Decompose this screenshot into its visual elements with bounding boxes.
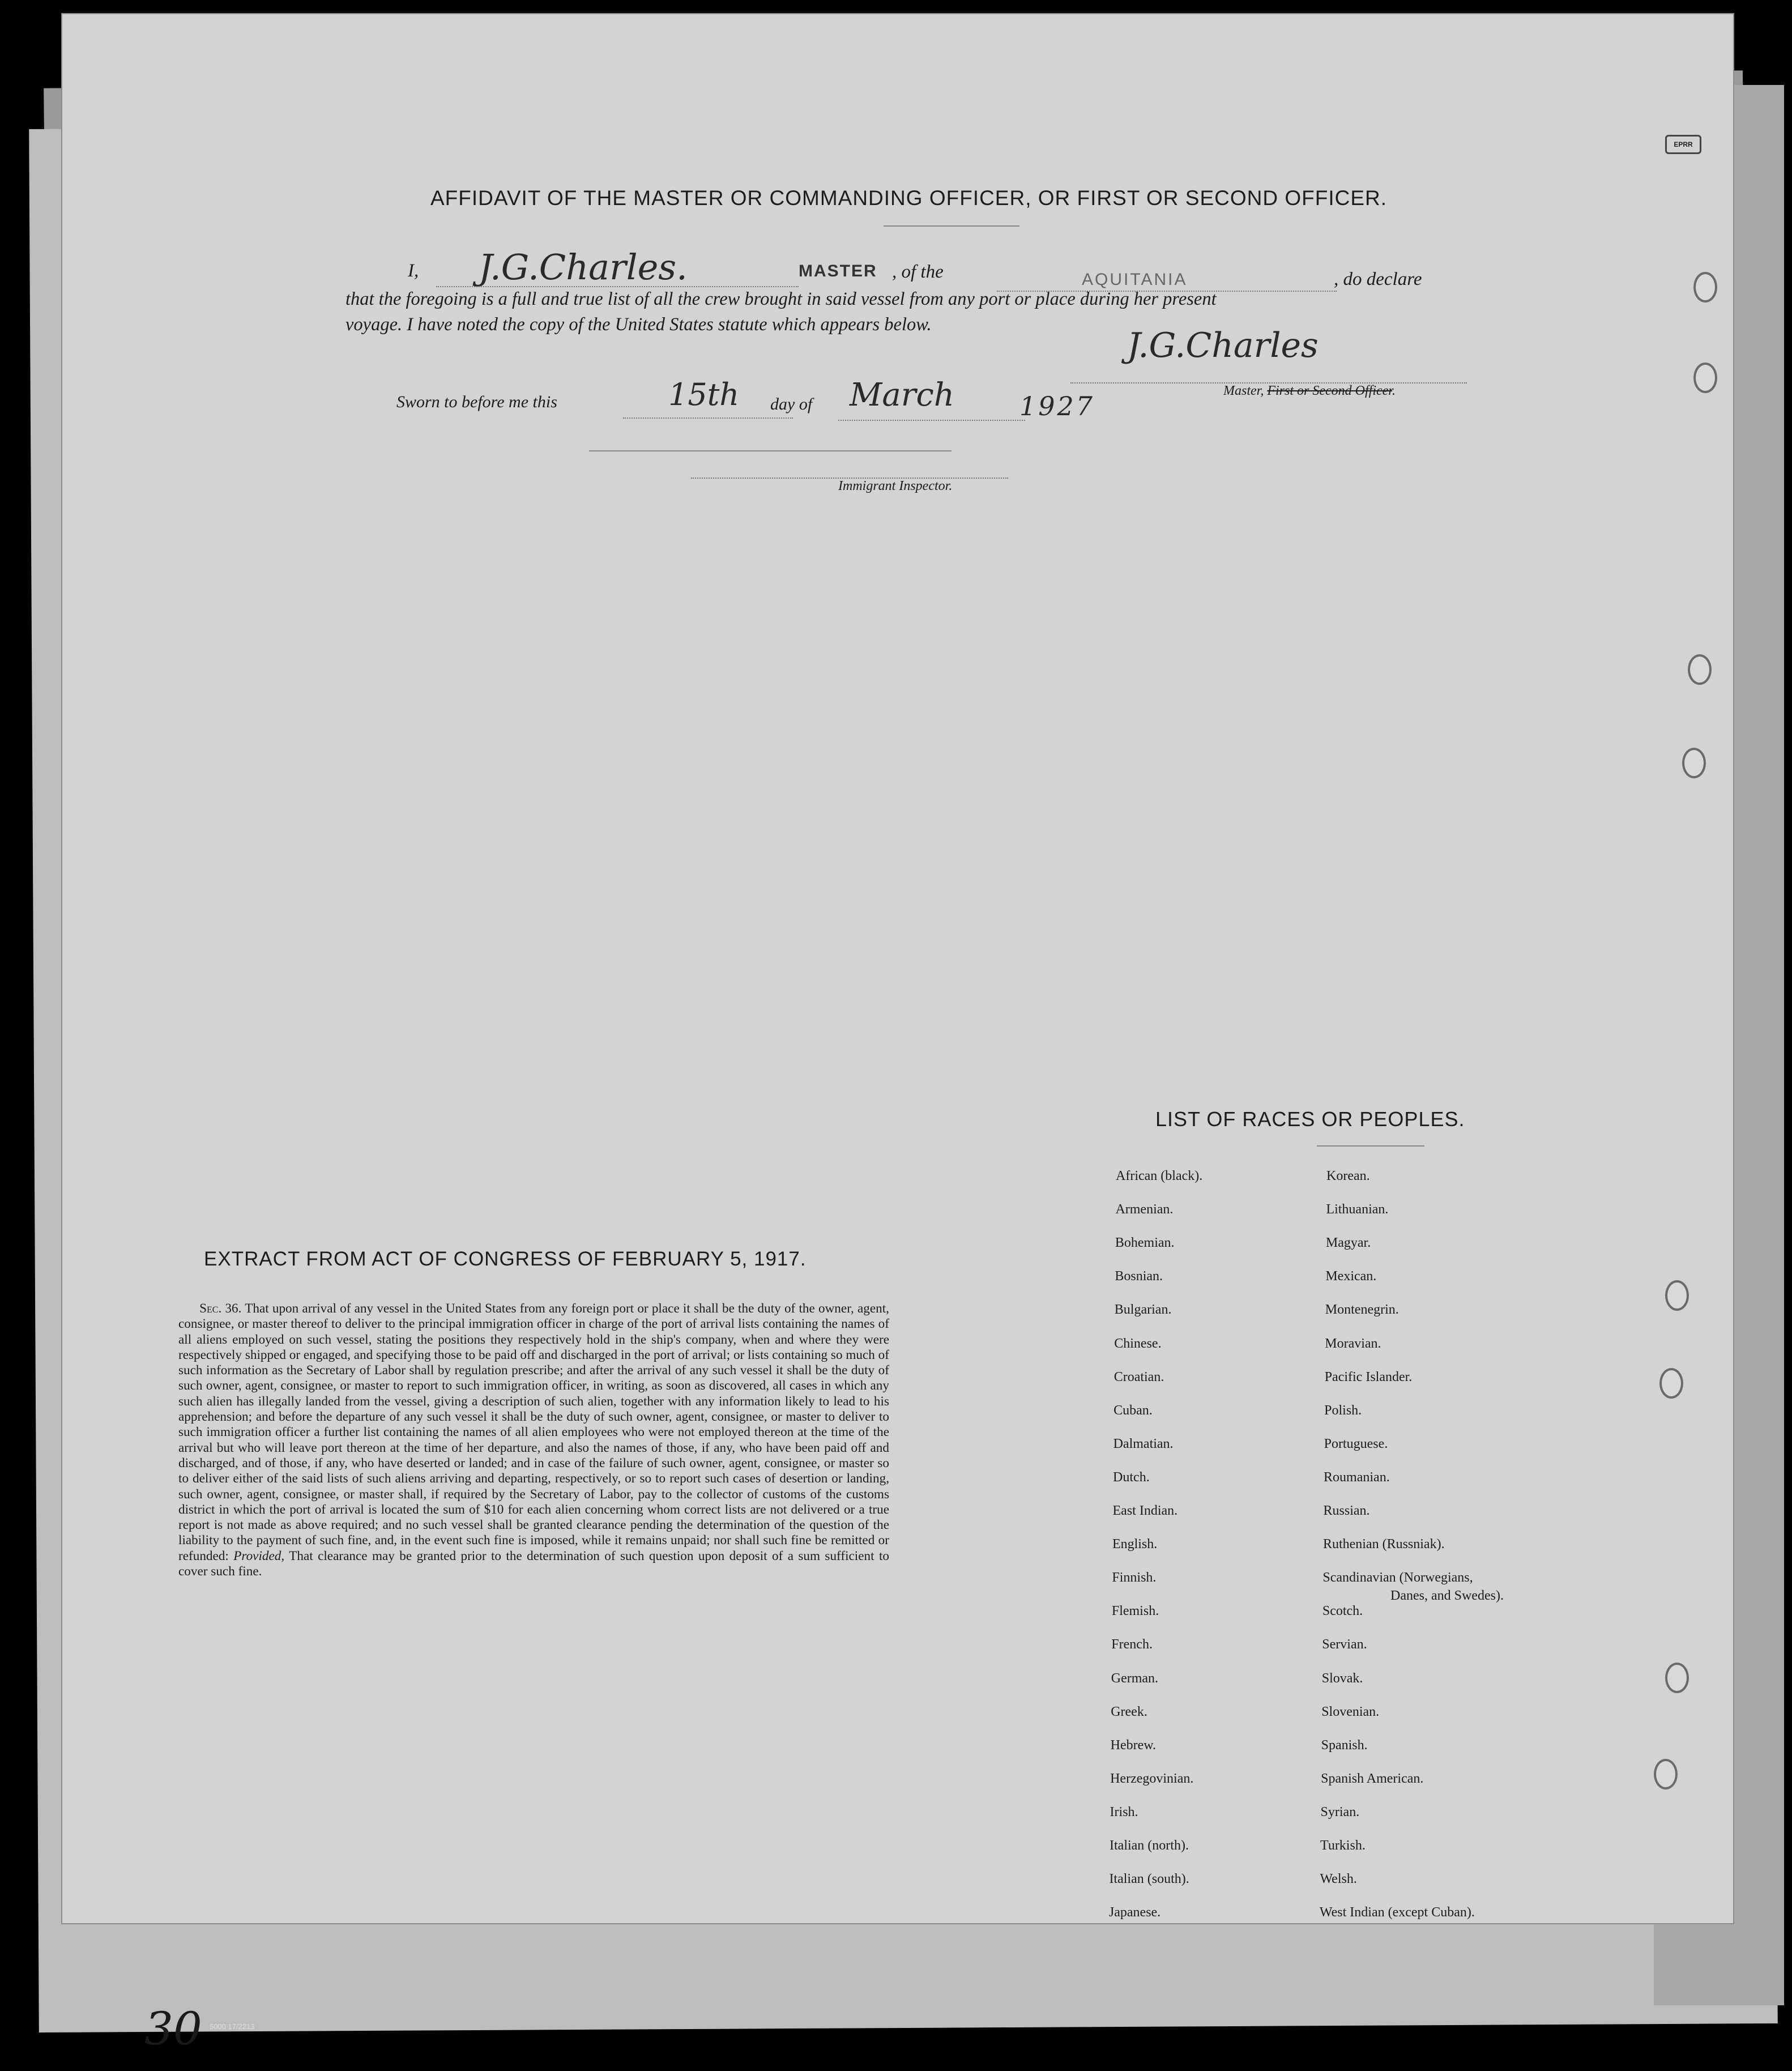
race-item: West Indian (except Cuban). xyxy=(1319,1905,1475,1920)
race-item: Pacific Islander. xyxy=(1324,1369,1413,1384)
sworn-month: March xyxy=(850,377,954,414)
extract-title: EXTRACT FROM ACT OF CONGRESS OF FEBRUARY 5, 1917. xyxy=(204,1248,807,1270)
race-item: Greek. xyxy=(1111,1704,1147,1719)
punch-hole xyxy=(1688,654,1712,685)
punch-hole xyxy=(1654,1759,1678,1789)
sec-label: Sec. 36. xyxy=(199,1301,242,1316)
races-title-rule xyxy=(1317,1145,1424,1147)
master-signature: J.G.Charles. xyxy=(479,246,688,288)
page-number-handwritten: 30 xyxy=(144,2002,202,2055)
of-the-text: , of the xyxy=(892,262,944,282)
race-item: Bulgarian. xyxy=(1114,1302,1172,1318)
race-item: Montenegrin. xyxy=(1325,1302,1399,1318)
race-item: Spanish American. xyxy=(1321,1771,1424,1786)
title-rule xyxy=(884,225,1019,227)
race-item: Roumanian. xyxy=(1324,1469,1390,1485)
do-declare-text: , do declare xyxy=(1334,269,1422,289)
race-item: Welsh. xyxy=(1320,1872,1357,1887)
master-label: MASTER xyxy=(799,262,877,280)
race-item: German. xyxy=(1111,1671,1159,1686)
race-item: Slovenian. xyxy=(1321,1704,1380,1719)
sworn-year: 1927 xyxy=(1019,391,1095,421)
race-item: Dutch. xyxy=(1113,1469,1150,1485)
month-line xyxy=(838,420,1025,421)
race-continuation: Danes, and Swedes). xyxy=(1390,1588,1504,1603)
race-item: Magyar. xyxy=(1325,1235,1371,1251)
race-item: Turkish. xyxy=(1320,1838,1366,1853)
race-item: African (black). xyxy=(1116,1169,1203,1183)
race-item: Armenian. xyxy=(1115,1202,1174,1217)
punch-hole xyxy=(1693,272,1717,302)
race-item: Spanish. xyxy=(1321,1737,1368,1753)
sec-body: That upon arrival of any vessel in the United States from any foreign port or place it shall be the duty of the owner, agent, consignee, or master thereof to deliver to the principal immigration officer in charge of the port of arrival lists containing the names of all aliens employed on such vessel, stating the positions they respectively hold in the ship's company, when and where they were respectively shipped or engaged, and specifying those to be paid off and discharged in the port of arrival; or lists containing so much of such information as the Secretary of Labor shall by regulation prescribe; and after the arrival of any such vessel it shall be the duty of such owner, agent, consignee, or master to report to such immigration officer, in writing, as soon as discovered, all cases in which any such alien has illegally landed from the vessel, giving a description of such alien, together with any information likely to lead to his apprehension; and before the departure of any such vessel it shall be the duty of such owner, agent, consignee, or master to deliver to such immigration officer a further list containing the names of all alien employees who were not employed thereon at the time of the arrival but who will leave port thereon at the time of her departure, and also the names of those, if any, who have been paid off and discharged, and of those, if any, who have deserted or landed; and in case of the failure of such owner, agent, consignee, or master so to deliver either of the said lists of such aliens arriving and departing, respectively, or so to report such cases of desertion or landing, such owner, agent, consignee, or master shall, if required by the Secretary of Labor, pay to the collector of customs of the customs district in which the port of arrival is located the sum of $10 for each alien concerning whom correct lists are not delivered or a true report is not made as above required; and no such vessel shall be granted clearance pending the determination of the question of the liability to the payment of such fine, and, in the event such fine is imposed, while it remains unpaid; nor shall such fine be remitted or refunded: xyxy=(178,1301,889,1563)
race-item: Croatian. xyxy=(1113,1369,1164,1384)
form-code: 5000 17/2213 xyxy=(210,2022,255,2031)
master-caption: Master, First or Second Officer. xyxy=(1223,383,1396,398)
race-item: Polish. xyxy=(1324,1403,1362,1418)
race-item: Italian (north). xyxy=(1110,1838,1189,1853)
inspector-sign-line xyxy=(589,450,952,451)
race-item: Finnish. xyxy=(1112,1570,1157,1586)
race-item: Herzegovinian. xyxy=(1110,1771,1194,1786)
vessel-name: AQUITANIA xyxy=(1082,270,1188,289)
race-item: Mexican. xyxy=(1325,1269,1377,1284)
race-item: Slovak. xyxy=(1321,1671,1363,1686)
document-page xyxy=(62,14,1733,1923)
race-item: English. xyxy=(1112,1537,1158,1552)
race-item: Italian (south). xyxy=(1109,1872,1189,1887)
provided-word: Provided, xyxy=(233,1548,285,1563)
race-item: Chinese. xyxy=(1114,1336,1162,1351)
punch-hole xyxy=(1682,748,1706,778)
inspector-caption: Immigrant Inspector. xyxy=(838,479,953,493)
race-item: French. xyxy=(1111,1637,1153,1652)
race-item: Ruthenian (Russniak). xyxy=(1322,1537,1445,1552)
race-item: Japanese. xyxy=(1108,1905,1161,1920)
punch-hole xyxy=(1693,363,1717,393)
race-item: Flemish. xyxy=(1111,1604,1159,1619)
master-signature-2: J.G.Charles xyxy=(1127,326,1319,365)
day-of-text: day of xyxy=(770,395,813,414)
race-item: Cuban. xyxy=(1113,1403,1153,1418)
punch-hole xyxy=(1659,1368,1683,1399)
signature-line xyxy=(436,286,799,287)
affidavit-i: I, xyxy=(408,261,419,281)
race-item: Scotch. xyxy=(1322,1604,1363,1619)
race-item: Moravian. xyxy=(1325,1336,1381,1351)
day-line xyxy=(623,417,793,419)
affidavit-line-2: that the foregoing is a full and true list of all the crew brought in said vessel from any port or place during her present xyxy=(345,289,1217,309)
races-title: LIST OF RACES OR PEOPLES. xyxy=(1155,1107,1465,1131)
affidavit-line-3: voyage. I have noted the copy of the United States statute which appears below. xyxy=(345,314,932,335)
race-item: Scandinavian (Norwegians, xyxy=(1322,1570,1473,1586)
sworn-text: Sworn to before me this xyxy=(396,393,557,411)
race-item: Bohemian. xyxy=(1115,1235,1175,1251)
race-item: Bosnian. xyxy=(1115,1269,1163,1284)
race-item: Syrian. xyxy=(1320,1804,1360,1819)
affidavit-title: AFFIDAVIT OF THE MASTER OR COMMANDING OFFICER, OR FIRST OR SECOND OFFICER. xyxy=(430,186,1388,210)
race-item: Irish. xyxy=(1110,1804,1138,1819)
race-item: Dalmatian. xyxy=(1113,1436,1174,1451)
sec36-text xyxy=(178,1301,889,1579)
punch-hole xyxy=(1665,1663,1689,1693)
sec-body-end: That clearance may be granted prior to the determination of such question upon deposit of a sum sufficient to cover such fine. xyxy=(178,1548,890,1579)
sworn-day: 15th xyxy=(668,377,740,412)
race-item: Hebrew. xyxy=(1110,1737,1157,1753)
race-item: Russian. xyxy=(1323,1503,1370,1518)
corner-stamp: EPRR xyxy=(1665,135,1701,154)
race-item: Korean. xyxy=(1326,1169,1370,1183)
race-item: Servian. xyxy=(1322,1637,1367,1652)
punch-hole xyxy=(1665,1280,1689,1311)
race-item: East Indian. xyxy=(1112,1503,1178,1518)
race-item: Portuguese. xyxy=(1324,1436,1388,1451)
race-item: Lithuanian. xyxy=(1326,1202,1389,1217)
